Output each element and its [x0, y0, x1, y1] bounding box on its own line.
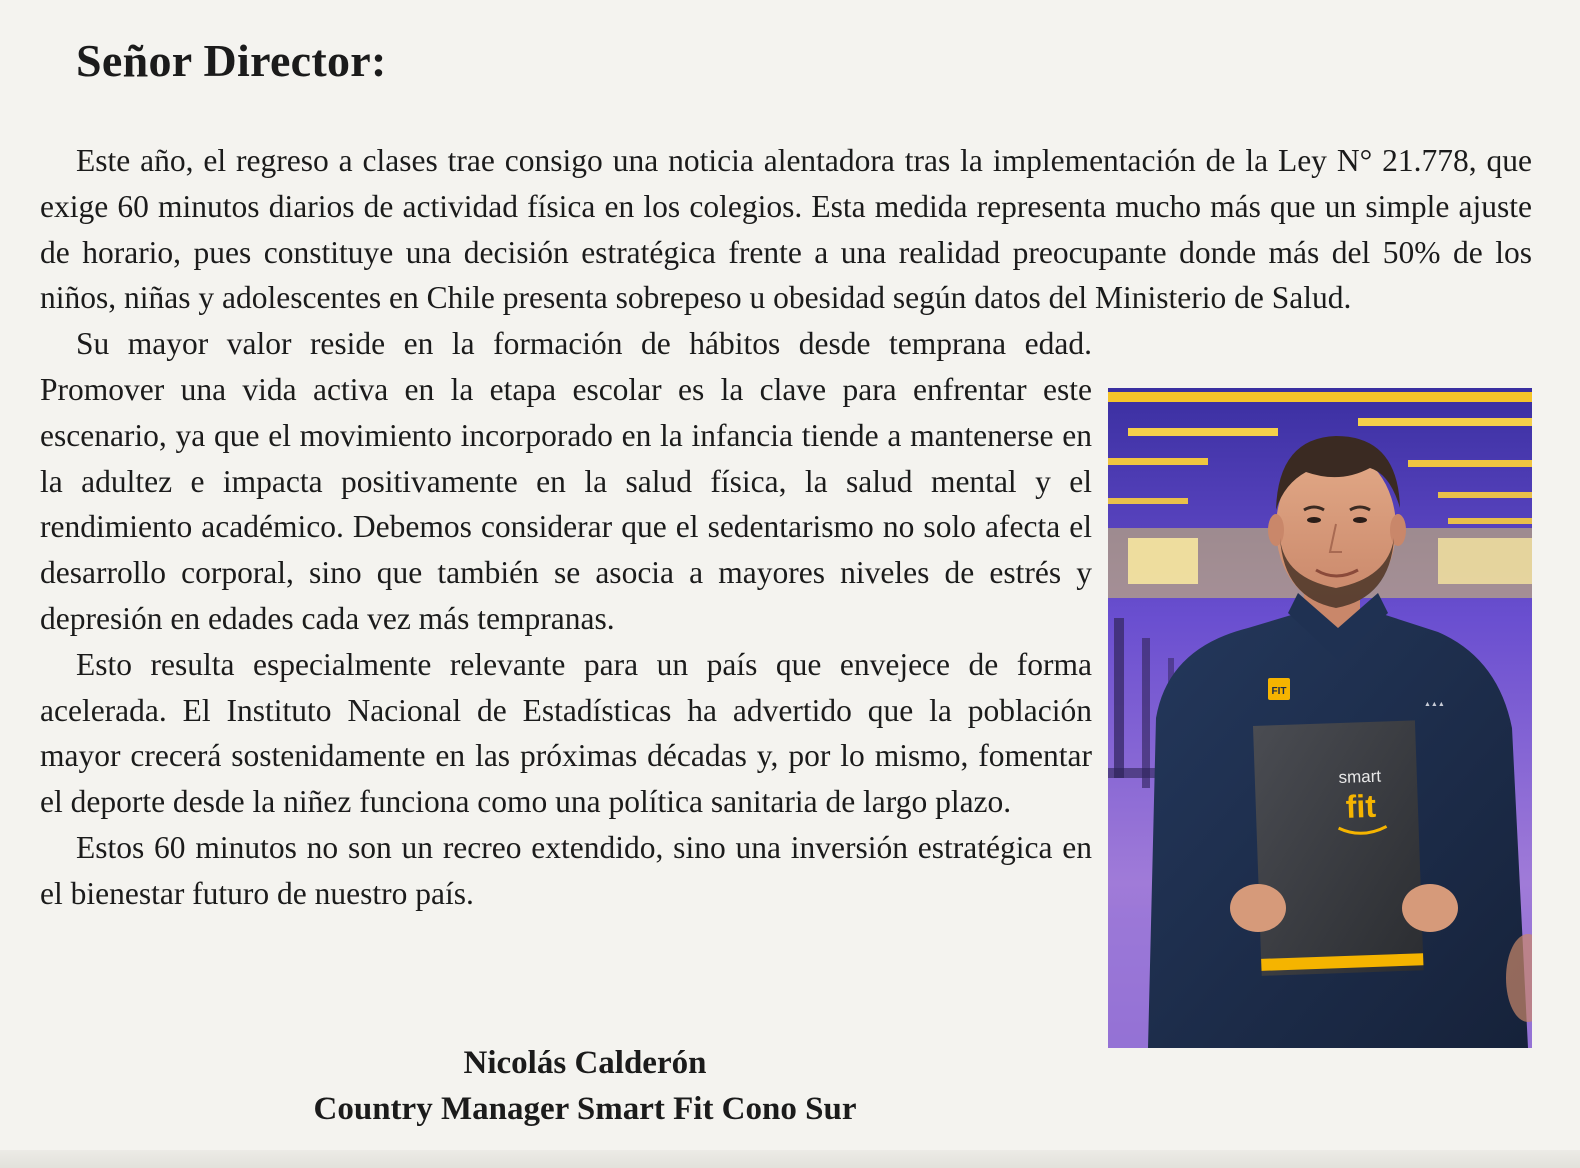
letter-body [40, 138, 1532, 1048]
paragraph-1: Este año, el regreso a clases trae consigo una noticia alentadora tras la implementación de la Ley N° 21.778, que exige 60 minutos diarios de actividad física en los colegios. Esta medida representa mucho más que un simple ajuste de horario, pues constituye una decisión estratégica frente a una realidad preocupante donde más del 50% de los niños, niñas y adolescentes en Chile presenta sobrepeso u obesidad según datos del Ministerio de Salud. [40, 143, 1532, 316]
salutation-heading: Señor Director: [76, 35, 387, 86]
author-photo [1108, 388, 1532, 1048]
page-bottom-edge [0, 1150, 1580, 1168]
author-name: Nicolás Calderón [463, 1045, 707, 1081]
paragraph-4: Estos 60 minutos no son un recreo extendido, sino una inversión estratégica en el bienestar futuro de nuestro país. [40, 829, 1092, 911]
signature-block [40, 1040, 1130, 1132]
author-photo-illustration [1108, 388, 1532, 1048]
author-role: Country Manager Smart Fit Cono Sur [313, 1091, 857, 1127]
paragraph-3: Esto resulta especialmente relevante para un país que envejece de forma acelerada. El Instituto Nacional de Estadísticas ha advertido que la población mayor crecerá sostenidamente en las próximas décadas y, por lo mismo, fomentar el deporte desde la niñez funciona como una política sanitaria de largo plazo. [40, 646, 1092, 820]
svg-text:▲▲▲: ▲▲▲ [1424, 701, 1445, 709]
paragraph-2: Su mayor valor reside en la formación de hábitos desde temprana edad. Promover una vida activa en la etapa escolar es la clave para enfrentar este escenario, ya que el movimiento incorporado en la infancia tiende a mantenerse en la adultez e impacta positivamente en la salud física, la salud mental y el rendimiento académico. Debemos considerar que el sedentarismo no solo afecta el desarrollo corporal, sino que también se asocia a mayores niveles de estrés y depresión en edades cada vez más tempranas. [40, 326, 1092, 636]
jacket-logo: FIT [1271, 686, 1287, 698]
book-brand-line1: smart [1338, 766, 1382, 788]
book-brand-line2: fit [1345, 787, 1377, 826]
